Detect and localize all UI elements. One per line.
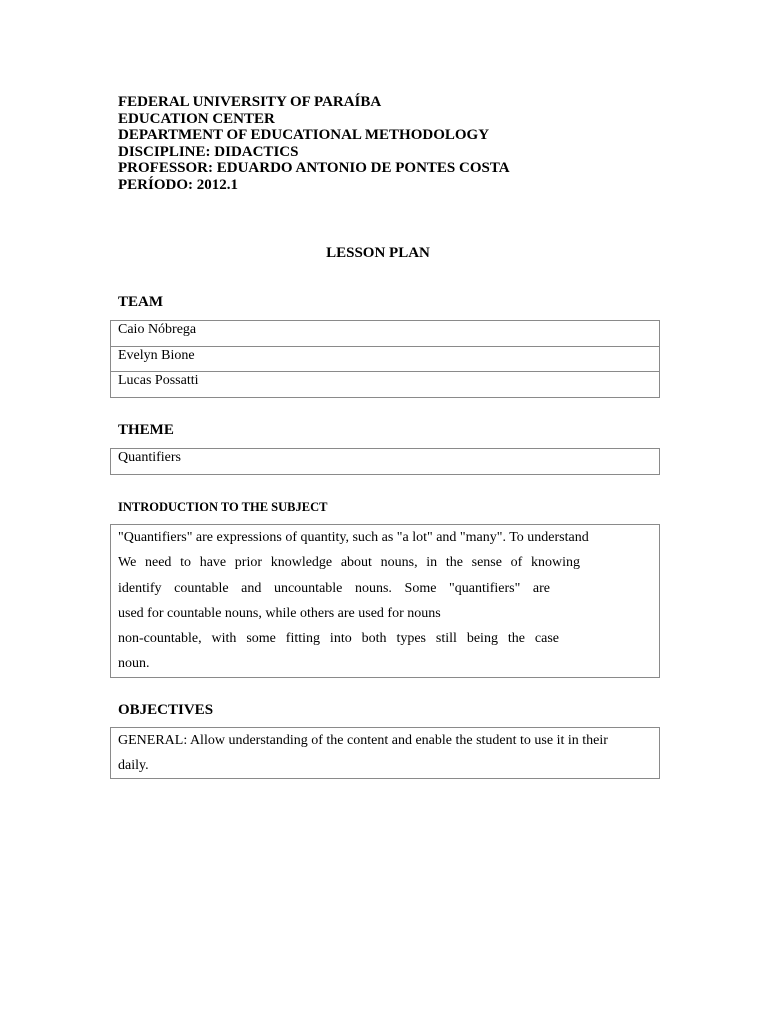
document-title: LESSON PLAN [326,245,430,261]
header-period: PERÍODO: 2012.1 [118,176,238,193]
introduction-line: We need to have prior knowledge about nouns, in the sense of knowing [118,555,580,571]
team-table [110,320,660,398]
institution-header [118,94,510,194]
objectives-line: GENERAL: Allow understanding of the content and enable the student to use it in their [118,733,608,748]
objectives-heading: OBJECTIVES [118,702,214,718]
objectives-text [111,728,659,779]
objectives-box [110,727,660,779]
theme-value: Quantifiers [118,450,181,465]
introduction-line: identify countable and uncountable nouns. Some "quantifiers" are [118,580,550,596]
header-discipline: DISCIPLINE: DIDACTICS [118,143,299,160]
introduction-line: non-countable, with some fitting into both types still being the case [118,631,559,647]
introduction-line: noun. [118,656,150,672]
header-university: FEDERAL UNIVERSITY OF PARAÍBA [118,94,382,110]
team-member: Evelyn Bione [111,347,659,373]
theme-table [110,448,660,475]
header-department: DEPARTMENT OF EDUCATIONAL METHODOLOGY [118,127,490,144]
team-heading: TEAM [118,294,163,310]
objectives-line: daily. [118,758,149,774]
team-member: Caio Nóbrega [111,321,659,347]
theme-heading: THEME [118,422,174,438]
introduction-heading: INTRODUCTION TO THE SUBJECT [118,500,328,514]
header-center: EDUCATION CENTER [118,110,275,127]
introduction-line: used for countable nouns, while others are used for nouns [118,605,441,621]
introduction-line: "Quantifiers" are expressions of quantity, such as "a lot" and "many". To understand [118,530,589,545]
introduction-box [110,524,660,678]
introduction-text [111,525,659,677]
header-professor: PROFESSOR: EDUARDO ANTONIO DE PONTES COSTA [118,160,510,177]
team-member: Lucas Possatti [118,373,199,388]
